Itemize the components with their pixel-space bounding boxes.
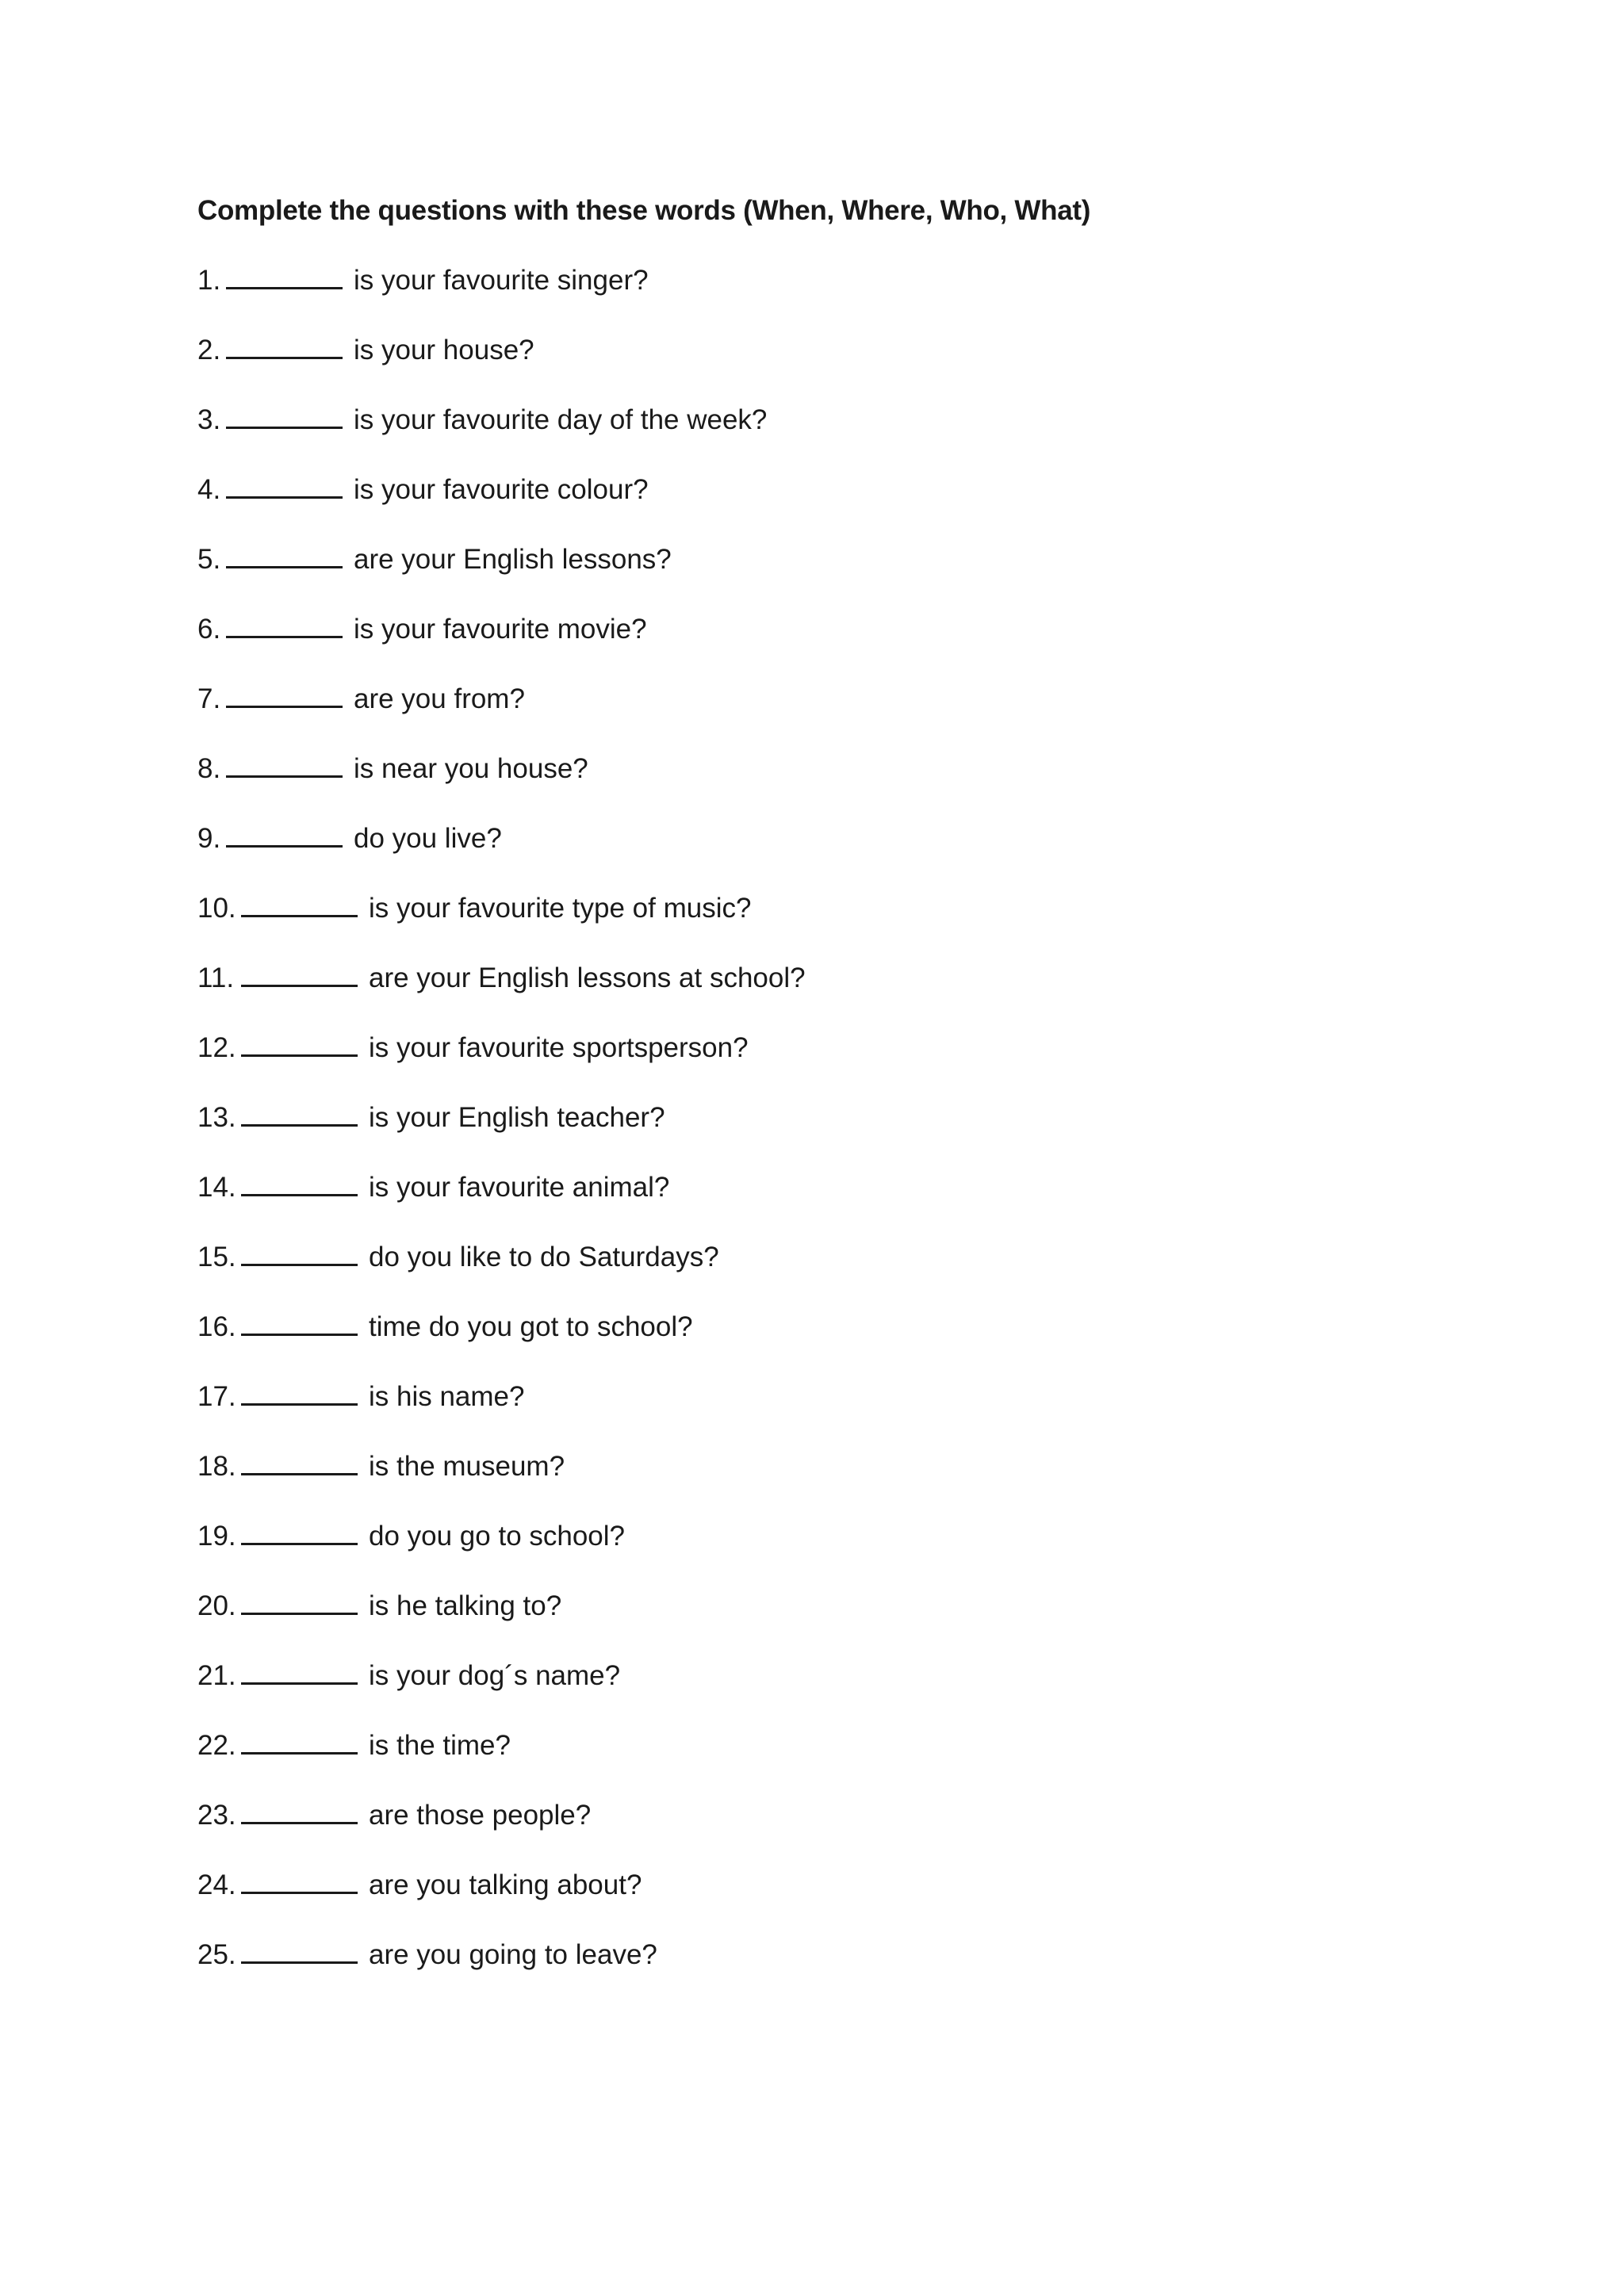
- question-number: 19.: [197, 1521, 236, 1552]
- question-item: [197, 1242, 806, 1311]
- question-text: is your favourite sportsperson?: [369, 1032, 749, 1063]
- answer-blank[interactable]: [226, 755, 343, 778]
- question-item: [197, 1660, 806, 1730]
- question-item: [197, 614, 806, 683]
- answer-blank[interactable]: [226, 406, 343, 429]
- question-number: 3.: [197, 404, 221, 435]
- question-item: [197, 265, 806, 335]
- question-text: is the time?: [369, 1730, 511, 1761]
- question-text: is your English teacher?: [369, 1102, 665, 1133]
- answer-blank[interactable]: [226, 336, 343, 359]
- question-text: are those people?: [369, 1800, 592, 1831]
- question-text: are you going to leave?: [369, 1939, 657, 1970]
- question-item: [197, 1730, 806, 1800]
- question-text: time do you got to school?: [369, 1311, 693, 1342]
- question-number: 12.: [197, 1032, 236, 1063]
- question-number: 17.: [197, 1381, 236, 1412]
- answer-blank[interactable]: [241, 1732, 358, 1755]
- question-number: 20.: [197, 1590, 236, 1621]
- answer-blank[interactable]: [226, 825, 343, 848]
- question-number: 21.: [197, 1660, 236, 1691]
- question-number: 22.: [197, 1730, 236, 1761]
- question-item: [197, 1869, 806, 1939]
- answer-blank[interactable]: [241, 964, 358, 987]
- question-item: [197, 404, 806, 474]
- question-item: [197, 1172, 806, 1242]
- question-number: 4.: [197, 474, 221, 505]
- question-number: 6.: [197, 614, 221, 645]
- answer-blank[interactable]: [241, 1313, 358, 1336]
- question-text: is your favourite singer?: [354, 265, 649, 296]
- question-item: [197, 1451, 806, 1521]
- question-item: [197, 1521, 806, 1590]
- answer-blank[interactable]: [241, 1522, 358, 1545]
- question-text: are your English lessons at school?: [369, 962, 806, 993]
- answer-blank[interactable]: [241, 1104, 358, 1127]
- question-item: [197, 683, 806, 753]
- question-number: 15.: [197, 1242, 236, 1272]
- question-item: [197, 1939, 806, 2009]
- question-item: [197, 753, 806, 823]
- question-text: is your favourite type of music?: [369, 893, 752, 924]
- question-number: 9.: [197, 823, 221, 854]
- answer-blank[interactable]: [241, 1871, 358, 1894]
- question-item: [197, 474, 806, 544]
- answer-blank[interactable]: [226, 476, 343, 499]
- answer-blank[interactable]: [241, 1801, 358, 1824]
- question-number: 13.: [197, 1102, 236, 1133]
- answer-blank[interactable]: [241, 894, 358, 917]
- question-number: 7.: [197, 683, 221, 714]
- question-item: [197, 823, 806, 893]
- answer-blank[interactable]: [241, 1243, 358, 1266]
- answer-blank[interactable]: [226, 266, 343, 289]
- question-text: is he talking to?: [369, 1590, 562, 1621]
- question-text: is the museum?: [369, 1451, 565, 1482]
- question-item: [197, 962, 806, 1032]
- question-text: do you live?: [354, 823, 502, 854]
- question-number: 18.: [197, 1451, 236, 1482]
- answer-blank[interactable]: [241, 1173, 358, 1196]
- worksheet-title: Complete the questions with these words (When, Where, Who, What): [197, 195, 1091, 226]
- question-item: [197, 544, 806, 614]
- answer-blank[interactable]: [241, 1034, 358, 1057]
- question-number: 23.: [197, 1800, 236, 1831]
- question-number: 14.: [197, 1172, 236, 1203]
- question-text: is his name?: [369, 1381, 525, 1412]
- answer-blank[interactable]: [226, 685, 343, 708]
- question-item: [197, 1800, 806, 1869]
- question-text: are you talking about?: [369, 1869, 642, 1900]
- question-text: is your favourite movie?: [354, 614, 647, 645]
- question-number: 2.: [197, 335, 221, 365]
- answer-blank[interactable]: [241, 1592, 358, 1615]
- question-number: 10.: [197, 893, 236, 924]
- question-text: are you from?: [354, 683, 525, 714]
- question-number: 5.: [197, 544, 221, 575]
- answer-blank[interactable]: [241, 1452, 358, 1475]
- answer-blank[interactable]: [226, 615, 343, 638]
- answer-blank[interactable]: [241, 1941, 358, 1964]
- question-text: is your favourite animal?: [369, 1172, 670, 1203]
- question-item: [197, 335, 806, 404]
- question-item: [197, 893, 806, 962]
- question-text: do you go to school?: [369, 1521, 626, 1552]
- question-item: [197, 1381, 806, 1451]
- question-number: 1.: [197, 265, 221, 296]
- question-text: is your dog´s name?: [369, 1660, 621, 1691]
- question-number: 25.: [197, 1939, 236, 1970]
- answer-blank[interactable]: [241, 1662, 358, 1685]
- question-number: 8.: [197, 753, 221, 784]
- question-number: 24.: [197, 1869, 236, 1900]
- answer-blank[interactable]: [241, 1383, 358, 1406]
- question-item: [197, 1311, 806, 1381]
- question-text: is your house?: [354, 335, 534, 365]
- question-item: [197, 1590, 806, 1660]
- question-item: [197, 1032, 806, 1102]
- question-item: [197, 1102, 806, 1172]
- question-number: 16.: [197, 1311, 236, 1342]
- answer-blank[interactable]: [226, 545, 343, 568]
- question-text: are your English lessons?: [354, 544, 672, 575]
- question-text: is your favourite colour?: [354, 474, 649, 505]
- question-list: [197, 265, 806, 2009]
- question-text: do you like to do Saturdays?: [369, 1242, 719, 1272]
- question-number: 11.: [197, 962, 235, 993]
- question-text: is your favourite day of the week?: [354, 404, 768, 435]
- question-text: is near you house?: [354, 753, 588, 784]
